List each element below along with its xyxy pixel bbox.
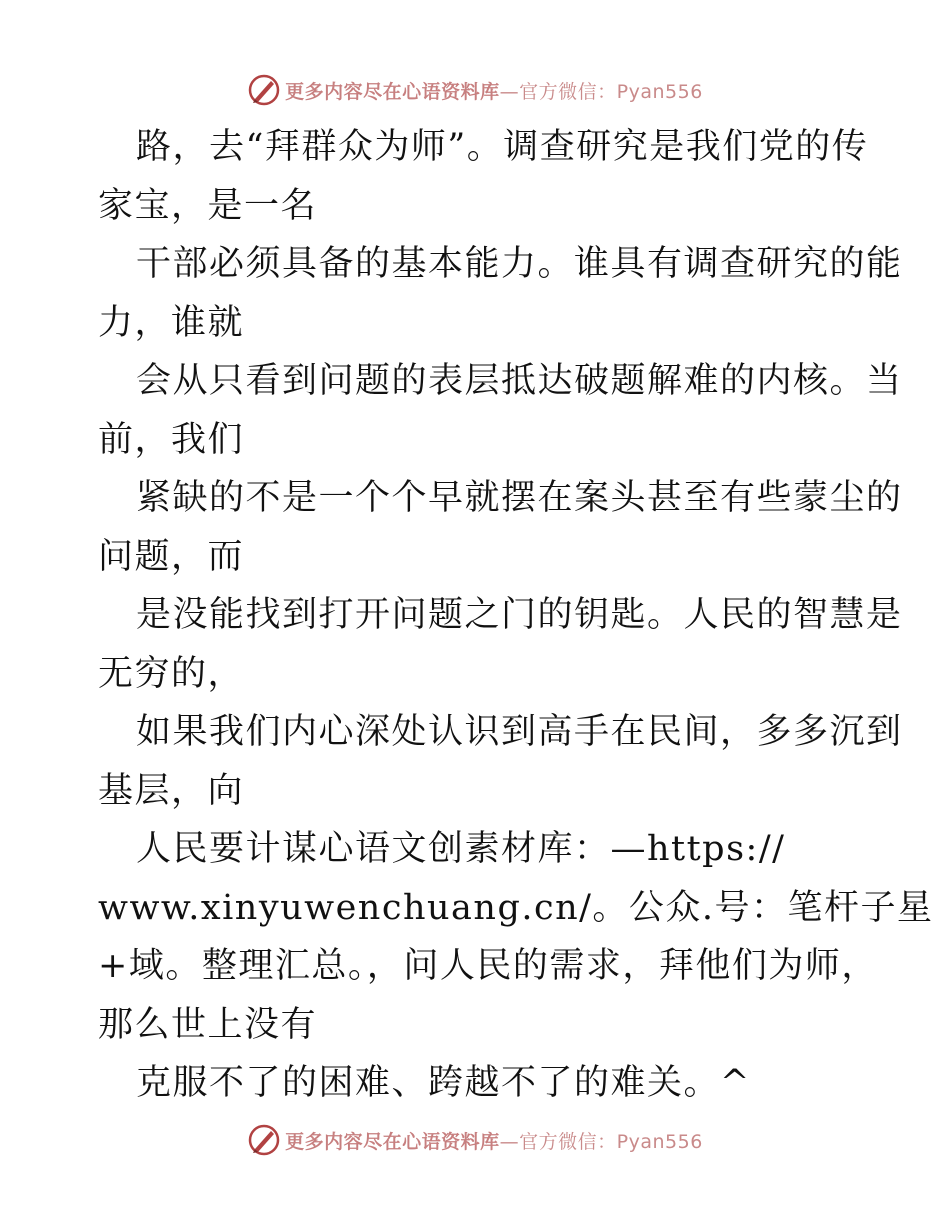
text-line: www.xinyuwenchuang.cn/。公众.号：笔杆子星 <box>98 887 934 928</box>
text-line: 是没能找到打开问题之门的钥匙。人民的智慧是 <box>136 595 903 635</box>
text-line: 克服不了的困难、跨越不了的难关。^ <box>136 1063 751 1103</box>
pen-logo-icon <box>247 1123 281 1157</box>
text-line: 前，我们 <box>98 419 245 460</box>
watermark-rest: —官方微信：Pyan556 <box>499 1130 703 1153</box>
text-line: 会从只看到问题的表层抵达破题解难的内核。当 <box>136 361 903 401</box>
text-line: 基层，向 <box>98 770 245 811</box>
text-line: 问题，而 <box>98 536 245 577</box>
text-line: 无穷的， <box>98 653 245 694</box>
footer-watermark <box>0 1120 950 1160</box>
text-line: 家宝，是一名 <box>98 185 318 226</box>
watermark-text <box>285 1127 703 1154</box>
header-watermark <box>0 70 950 110</box>
text-line: 人民要计谋心语文创素材库：—https:// <box>136 829 786 869</box>
document-body <box>98 118 934 1113</box>
watermark-rest: —官方微信：Pyan556 <box>499 80 703 103</box>
pen-logo-icon <box>247 73 281 107</box>
text-line: 路，去“拜群众为师”。调查研究是我们党的传 <box>136 127 869 167</box>
watermark-text <box>285 77 703 104</box>
text-line: 那么世上没有 <box>98 1004 318 1045</box>
text-line: +域。整理汇总。，问人民的需求，拜他们为师， <box>98 946 878 986</box>
text-line: 紧缺的不是一个个早就摆在案头甚至有些蒙尘的 <box>136 478 903 518</box>
text-line: 力，谁就 <box>98 302 245 343</box>
watermark-strong: 更多内容尽在心语资料库 <box>285 1130 500 1153</box>
watermark-strong: 更多内容尽在心语资料库 <box>285 80 500 103</box>
text-line: 干部必须具备的基本能力。谁具有调查研究的能 <box>136 244 903 284</box>
text-line: 如果我们内心深处认识到高手在民间，多多沉到 <box>136 712 903 752</box>
